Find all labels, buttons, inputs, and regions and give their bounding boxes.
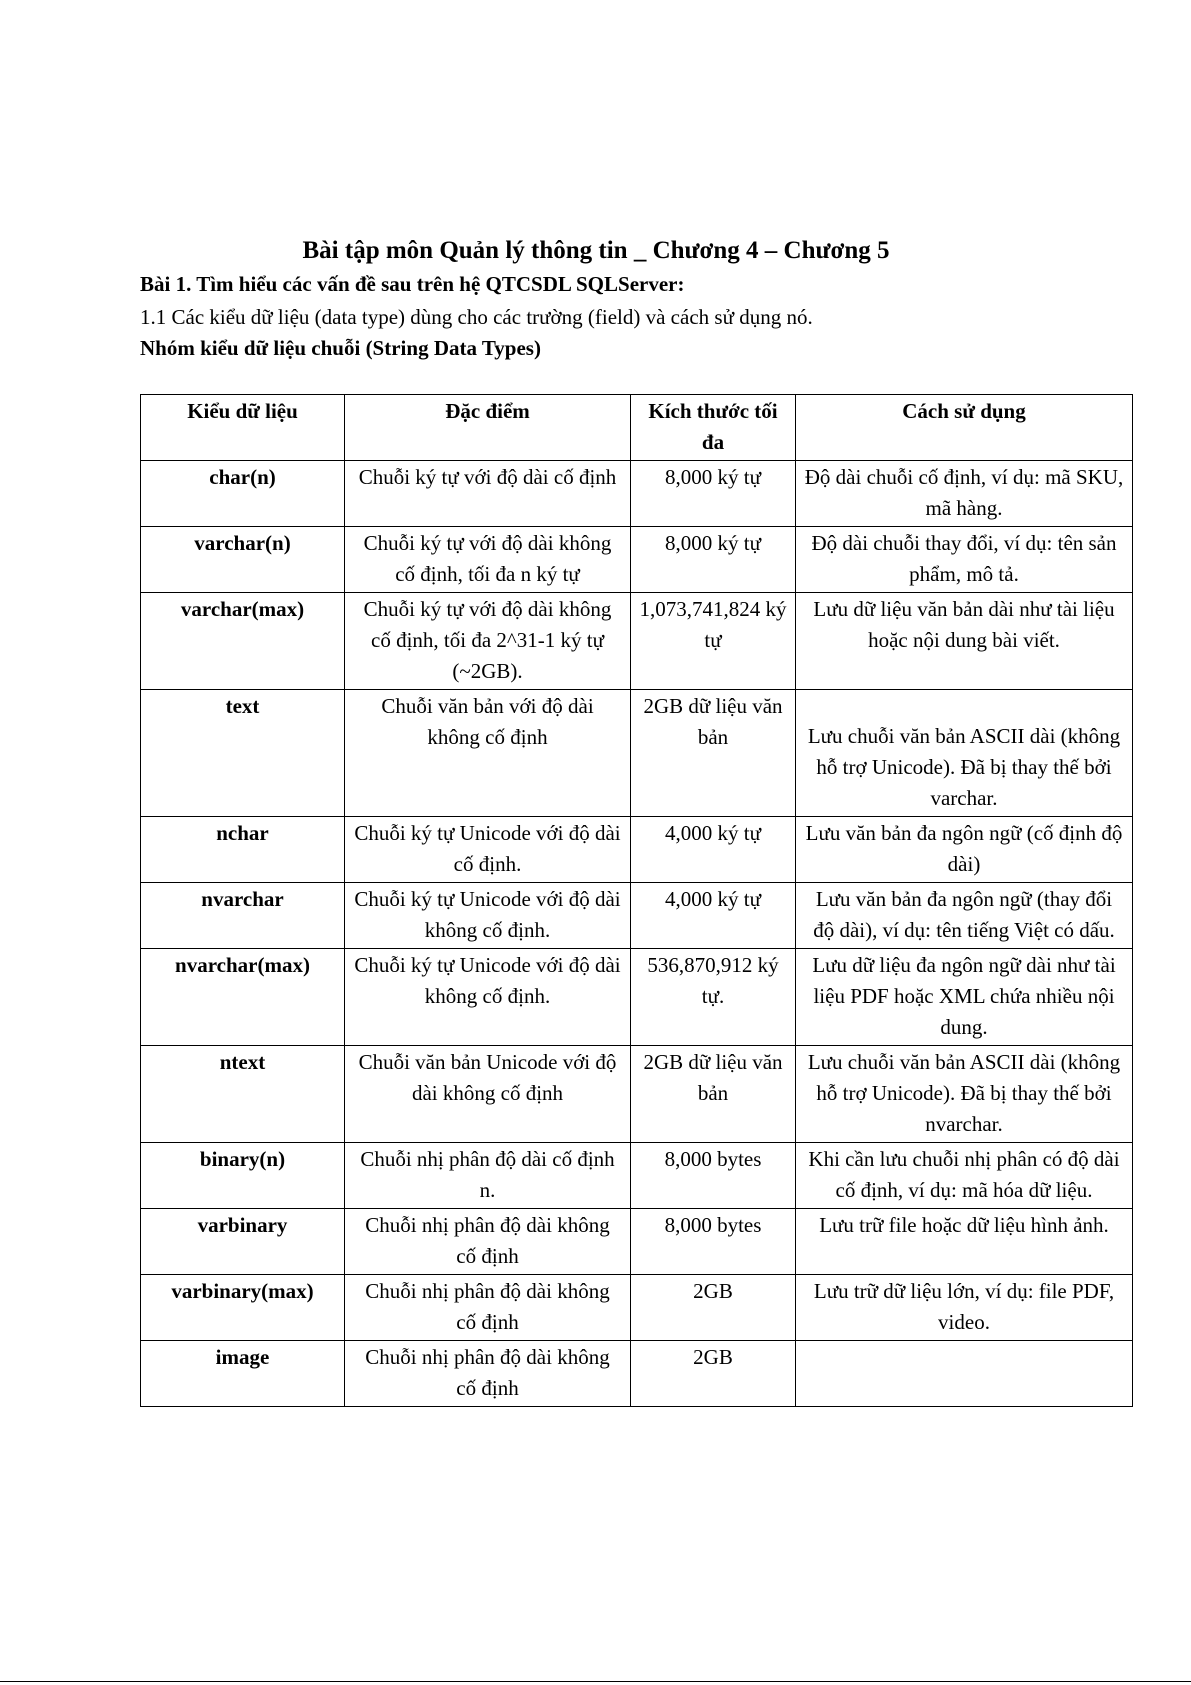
- cell-feature: Chuỗi văn bản với độ dài không cố định: [345, 690, 631, 817]
- cell-usage: Lưu dữ liệu đa ngôn ngữ dài như tài liệu PDF hoặc XML chứa nhiều nội dung.: [796, 949, 1133, 1046]
- table-header-row: [141, 395, 1133, 461]
- cell-size: 2GB dữ liệu văn bản: [631, 690, 796, 817]
- cell-size: 4,000 ký tự: [631, 817, 796, 883]
- cell-feature: Chuỗi nhị phân độ dài không cố định: [345, 1275, 631, 1341]
- cell-usage: Độ dài chuỗi cố định, ví dụ: mã SKU, mã hàng.: [796, 461, 1133, 527]
- cell-size: 2GB dữ liệu văn bản: [631, 1046, 796, 1143]
- page-bottom-rule: [0, 1681, 1191, 1682]
- cell-type: image: [141, 1341, 345, 1407]
- cell-usage: [796, 1341, 1133, 1407]
- cell-type: nvarchar: [141, 883, 345, 949]
- exercise-heading: Bài 1. Tìm hiểu các vấn đề sau trên hệ QTCSDL SQLServer:: [140, 272, 685, 296]
- cell-size: 4,000 ký tự: [631, 883, 796, 949]
- cell-feature: Chuỗi ký tự với độ dài không cố định, tối đa n ký tự: [345, 527, 631, 593]
- table-row: [141, 817, 1133, 883]
- cell-usage: [796, 690, 1133, 817]
- cell-feature: Chuỗi ký tự Unicode với độ dài không cố định.: [345, 949, 631, 1046]
- cell-feature: Chuỗi nhị phân độ dài cố định n.: [345, 1143, 631, 1209]
- cell-size: 8,000 ký tự: [631, 461, 796, 527]
- table-row: [141, 1143, 1133, 1209]
- group-heading: Nhóm kiểu dữ liệu chuỗi (String Data Types): [140, 336, 541, 360]
- cell-feature: Chuỗi nhị phân độ dài không cố định: [345, 1209, 631, 1275]
- header-usage: Cách sử dụng: [796, 395, 1133, 461]
- cell-feature: Chuỗi văn bản Unicode với độ dài không cố định: [345, 1046, 631, 1143]
- sub-heading: 1.1 Các kiểu dữ liệu (data type) dùng cho các trường (field) và cách sử dụng nó.: [140, 305, 813, 329]
- document-title: Bài tập môn Quản lý thông tin _ Chương 4 – Chương 5: [302, 237, 890, 264]
- cell-type: text: [141, 690, 345, 817]
- table-row: [141, 690, 1133, 817]
- cell-size: 2GB: [631, 1275, 796, 1341]
- cell-usage: Lưu trữ file hoặc dữ liệu hình ảnh.: [796, 1209, 1133, 1275]
- table-row: [141, 883, 1133, 949]
- cell-usage: Lưu chuỗi văn bản ASCII dài (không hỗ trợ Unicode). Đã bị thay thế bởi nvarchar.: [796, 1046, 1133, 1143]
- cell-feature: Chuỗi ký tự với độ dài cố định: [345, 461, 631, 527]
- cell-size: 8,000 ký tự: [631, 527, 796, 593]
- cell-usage: Khi cần lưu chuỗi nhị phân có độ dài cố định, ví dụ: mã hóa dữ liệu.: [796, 1143, 1133, 1209]
- cell-usage: Lưu văn bản đa ngôn ngữ (thay đổi độ dài), ví dụ: tên tiếng Việt có dấu.: [796, 883, 1133, 949]
- cell-feature: Chuỗi ký tự Unicode với độ dài không cố định.: [345, 883, 631, 949]
- cell-usage: Lưu văn bản đa ngôn ngữ (cố định độ dài): [796, 817, 1133, 883]
- cell-type: ntext: [141, 1046, 345, 1143]
- cell-feature: Chuỗi nhị phân độ dài không cố định: [345, 1341, 631, 1407]
- cell-type: varbinary(max): [141, 1275, 345, 1341]
- cell-feature: Chuỗi ký tự với độ dài không cố định, tối đa 2^31-1 ký tự (~2GB).: [345, 593, 631, 690]
- cell-usage-text: Lưu chuỗi văn bản ASCII dài (không hỗ trợ Unicode). Đã bị thay thế bởi varchar.: [807, 724, 1121, 810]
- table-row: [141, 527, 1133, 593]
- cell-feature: Chuỗi ký tự Unicode với độ dài cố định.: [345, 817, 631, 883]
- data-types-table: [140, 394, 1133, 1407]
- cell-size: 8,000 bytes: [631, 1143, 796, 1209]
- cell-type: varbinary: [141, 1209, 345, 1275]
- table-row: [141, 1341, 1133, 1407]
- header-feature: Đặc điểm: [345, 395, 631, 461]
- table-row: [141, 1046, 1133, 1143]
- cell-type: varchar(max): [141, 593, 345, 690]
- table-row: [141, 949, 1133, 1046]
- cell-size: 1,073,741,824 ký tự: [631, 593, 796, 690]
- cell-usage: Độ dài chuỗi thay đổi, ví dụ: tên sản phẩm, mô tả.: [796, 527, 1133, 593]
- header-type: Kiểu dữ liệu: [141, 395, 345, 461]
- cell-usage: Lưu dữ liệu văn bản dài như tài liệu hoặc nội dung bài viết.: [796, 593, 1133, 690]
- header-size: Kích thước tối đa: [631, 395, 796, 461]
- table-row: [141, 593, 1133, 690]
- cell-type: nvarchar(max): [141, 949, 345, 1046]
- cell-type: nchar: [141, 817, 345, 883]
- cell-size: 8,000 bytes: [631, 1209, 796, 1275]
- table-row: [141, 461, 1133, 527]
- cell-type: binary(n): [141, 1143, 345, 1209]
- cell-type: varchar(n): [141, 527, 345, 593]
- table-row: [141, 1209, 1133, 1275]
- cell-size: 536,870,912 ký tự.: [631, 949, 796, 1046]
- table-row: [141, 1275, 1133, 1341]
- cell-size: 2GB: [631, 1341, 796, 1407]
- cell-usage: Lưu trữ dữ liệu lớn, ví dụ: file PDF, video.: [796, 1275, 1133, 1341]
- cell-type: char(n): [141, 461, 345, 527]
